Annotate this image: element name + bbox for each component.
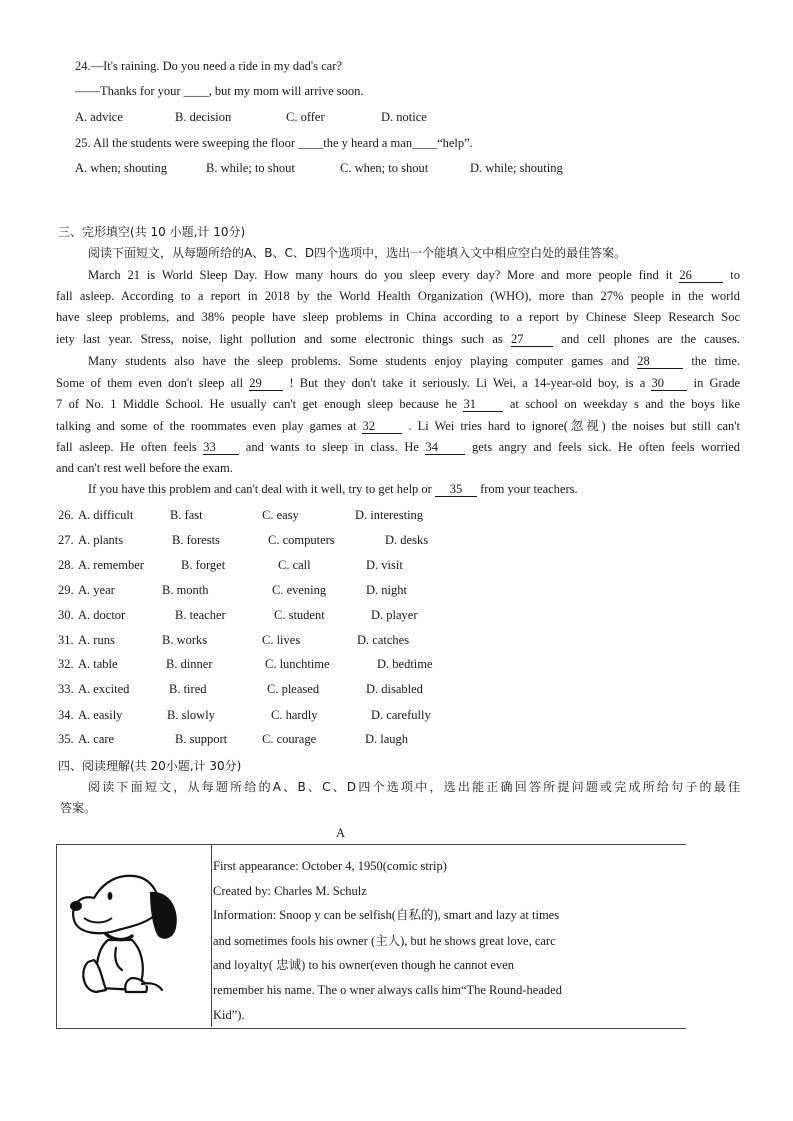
option-c[interactable]: C. hardly <box>271 708 318 722</box>
p1-line2: fall asleep. According to a report in 2018 by the World Health Organization (WHO), more than 27% people in the world <box>56 289 740 303</box>
table-line: Information: Snoop y can be selfish(自私的), smart and lazy at times <box>213 908 560 922</box>
option-c[interactable]: C. pleased <box>267 682 320 696</box>
p1-line4: iety last year. Stress, noise, light pollution and some electronic things such as 27 and cell phones are the causes. <box>56 332 741 346</box>
option-c[interactable]: C. easy <box>262 508 299 522</box>
q24-option-c[interactable]: C. offer <box>286 110 325 124</box>
p2-line5: fall asleep. He often feels 33 and wants to sleep in class. He 34 gets angry and feels sick. He often feels worried <box>56 440 741 454</box>
option-a[interactable]: A. runs <box>78 633 115 647</box>
q25-option-d[interactable]: D. while; shouting <box>470 161 563 175</box>
table-line: and sometimes fools his owner (主人), but he shows great love, carc <box>213 934 556 948</box>
option-d[interactable]: D. visit <box>366 558 403 572</box>
option-d[interactable]: D. desks <box>385 533 429 547</box>
blank-31[interactable]: 31 <box>463 397 503 412</box>
q25-option-a[interactable]: A. when; shouting <box>75 161 168 175</box>
blank-27[interactable]: 27 <box>511 332 553 347</box>
option-a[interactable]: A. plants <box>78 533 124 547</box>
q25-stem: 25. All the students were sweeping the floor ____the y heard a man____“help”. <box>75 136 473 150</box>
option-d[interactable]: D. disabled <box>366 682 423 696</box>
option-c[interactable]: C. evening <box>272 583 327 597</box>
snoopy-illustration <box>66 866 184 998</box>
blank-35[interactable]: 35 <box>435 482 477 497</box>
option-a[interactable]: A. care <box>78 732 115 746</box>
question-number: 34. <box>58 708 74 722</box>
option-c[interactable]: C. lunchtime <box>265 657 330 671</box>
section4-instruction-line1: 阅读下面短文，从每题所给的A、B、C、D四个选项中，选出能正确回答所提问题或完成所给句子的最佳 <box>88 780 740 794</box>
blank-32[interactable]: 32 <box>362 419 402 434</box>
q25-option-b[interactable]: B. while; to shout <box>206 161 295 175</box>
q24-reply: ——Thanks for your ____, but my mom will arrive soon. <box>75 84 364 98</box>
option-b[interactable]: B. forget <box>181 558 226 572</box>
option-d[interactable]: D. carefully <box>371 708 431 722</box>
section4-instruction-line2: 答案。 <box>60 801 97 815</box>
option-d[interactable]: D. player <box>371 608 418 622</box>
q24-option-a[interactable]: A. advice <box>75 110 123 124</box>
section3-instruction: 阅读下面短文，从每题所给的A、B、C、D四个选项中，选出一个能填入文中相应空白处的最佳答案。 <box>88 246 627 260</box>
table-line: First appearance: October 4, 1950(comic strip) <box>213 859 447 873</box>
option-a[interactable]: A. easily <box>78 708 123 722</box>
option-b[interactable]: B. dinner <box>166 657 213 671</box>
blank-33[interactable]: 33 <box>203 440 239 455</box>
p3-line1: If you have this problem and can't deal with it well, try to get help or 35 from your teachers. <box>88 482 578 496</box>
p2-line4: talking and some of the roommates even play games at 32 . Li Wei tries hard to ignore(忽视) the noises but still can't <box>56 419 741 433</box>
option-a[interactable]: A. year <box>78 583 115 597</box>
option-c[interactable]: C. lives <box>262 633 301 647</box>
question-number: 33. <box>58 682 74 696</box>
option-c[interactable]: C. courage <box>262 732 317 746</box>
question-number: 35. <box>58 732 74 746</box>
option-b[interactable]: B. tired <box>169 682 207 696</box>
option-c[interactable]: C. computers <box>268 533 335 547</box>
passage-label: A <box>335 826 346 840</box>
option-b[interactable]: B. slowly <box>167 708 215 722</box>
option-c[interactable]: C. student <box>274 608 325 622</box>
question-number: 29. <box>58 583 74 597</box>
option-d[interactable]: D. laugh <box>365 732 409 746</box>
p2-line3: 7 of No. 1 Middle School. He usually can't get enough sleep because he 31 at school on weekday s and the boys like <box>56 397 741 411</box>
q24-stem: 24.—It's raining. Do you need a ride in my dad's car? <box>75 59 342 73</box>
option-b[interactable]: B. forests <box>172 533 220 547</box>
blank-30[interactable]: 30 <box>651 376 687 391</box>
option-b[interactable]: B. month <box>162 583 209 597</box>
option-d[interactable]: D. night <box>366 583 407 597</box>
option-a[interactable]: A. table <box>78 657 118 671</box>
option-a[interactable]: A. doctor <box>78 608 126 622</box>
table-line: remember his name. The o wner always calls him“The Round-headed <box>213 983 562 997</box>
p2-line6: and can't rest well before the exam. <box>56 461 233 475</box>
option-d[interactable]: D. bedtime <box>377 657 433 671</box>
option-c[interactable]: C. call <box>278 558 311 572</box>
option-b[interactable]: B. works <box>162 633 208 647</box>
option-a[interactable]: A. difficult <box>78 508 134 522</box>
section3-heading: 三、完形填空(共 10 小题,计 10分) <box>58 225 246 239</box>
blank-29[interactable]: 29 <box>249 376 283 391</box>
blank-26[interactable]: 26 <box>679 268 723 283</box>
question-number: 28. <box>58 558 74 572</box>
table-line: Created by: Charles M. Schulz <box>213 884 367 898</box>
option-d[interactable]: D. interesting <box>355 508 424 522</box>
q24-option-b[interactable]: B. decision <box>175 110 232 124</box>
option-a[interactable]: A. remember <box>78 558 144 572</box>
option-b[interactable]: B. fast <box>170 508 203 522</box>
p1-line1: March 21 is World Sleep Day. How many hours do you sleep every day? More and more people find it 26 to <box>88 268 741 282</box>
q24-option-d[interactable]: D. notice <box>381 110 427 124</box>
p2-line1: Many students also have the sleep problems. Some students enjoy playing computer games and 28 the time. <box>88 354 740 368</box>
option-b[interactable]: B. support <box>175 732 228 746</box>
option-b[interactable]: B. teacher <box>175 608 226 622</box>
table-divider <box>211 844 212 1027</box>
question-number: 30. <box>58 608 74 622</box>
option-a[interactable]: A. excited <box>78 682 130 696</box>
blank-34[interactable]: 34 <box>425 440 465 455</box>
table-line: and loyalty( 忠诚) to his owner(even though he cannot even <box>213 958 514 972</box>
option-d[interactable]: D. catches <box>357 633 410 647</box>
p2-line2: Some of them even don't sleep all 29 ! But they don't take it seriously. Li Wei, a 14-year-old boy, is a 30 in Grade <box>56 376 741 390</box>
section4-heading: 四、阅读理解(共 20小题,计 30分) <box>58 759 242 773</box>
blank-28[interactable]: 28 <box>637 354 683 369</box>
table-line: Kid”). <box>213 1008 245 1022</box>
p1-line3: have sleep problems, and 38% people have sleep problems in China according to a report by Chinese Sleep Research Soc <box>56 310 740 324</box>
question-number: 27. <box>58 533 74 547</box>
question-number: 31. <box>58 633 74 647</box>
question-number: 32. <box>58 657 74 671</box>
q25-option-c[interactable]: C. when; to shout <box>340 161 429 175</box>
question-number: 26. <box>58 508 74 522</box>
